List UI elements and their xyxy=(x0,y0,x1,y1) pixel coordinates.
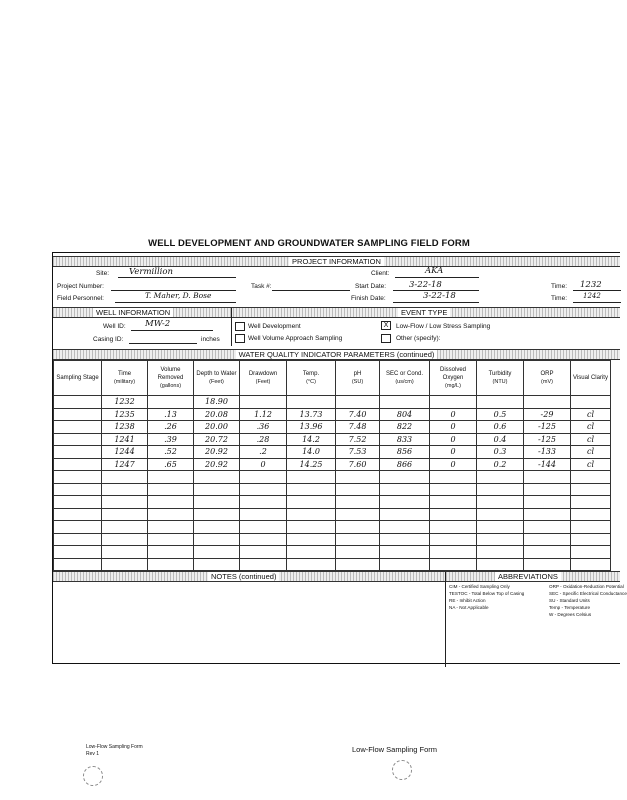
event-type-heading: EVENT TYPE xyxy=(398,308,450,317)
table-cell[interactable] xyxy=(430,471,477,484)
column-header-unit: (Feet) xyxy=(209,379,224,385)
table-cell[interactable] xyxy=(194,558,240,571)
table-cell[interactable] xyxy=(380,508,430,521)
table-cell[interactable] xyxy=(194,496,240,509)
column-header-name: Time xyxy=(117,371,132,377)
table-cell[interactable] xyxy=(477,396,524,409)
table-row xyxy=(54,458,611,471)
table-cell[interactable]: cl xyxy=(571,433,611,446)
column-header-unit: (SU) xyxy=(351,379,364,385)
table-cell[interactable] xyxy=(194,508,240,521)
water-quality-heading: WATER QUALITY INDICATOR PARAMETERS (continued) xyxy=(236,350,438,359)
table-cell[interactable] xyxy=(102,521,148,534)
well-event-bar xyxy=(53,307,620,318)
table-cell[interactable]: 1241 xyxy=(102,433,148,446)
table-cell[interactable] xyxy=(148,471,194,484)
column-header-name: Sampling Stage xyxy=(56,375,99,381)
table-cell[interactable] xyxy=(54,408,102,421)
table-cell[interactable]: 14.0 xyxy=(287,446,336,459)
column-header-name: Drawdown xyxy=(248,371,278,377)
table-row xyxy=(54,533,611,546)
column-header-unit: (°C) xyxy=(306,379,316,385)
table-cell[interactable] xyxy=(336,508,380,521)
table-cell[interactable]: 7.48 xyxy=(336,421,380,434)
abbrev-left-2: RE - Inhibit Action xyxy=(449,598,486,603)
table-cell[interactable] xyxy=(194,546,240,559)
table-cell[interactable]: 14.25 xyxy=(287,458,336,471)
column-header-name: pH xyxy=(353,371,362,377)
table-row xyxy=(54,483,611,496)
finish-time-label: Time: xyxy=(551,295,568,302)
well-id-line xyxy=(131,330,213,331)
table-cell[interactable]: 833 xyxy=(380,433,430,446)
start-date-value[interactable]: 3-22-18 xyxy=(409,280,442,290)
column-header-unit: (gallons) xyxy=(159,383,182,389)
table-cell[interactable]: .26 xyxy=(148,421,194,434)
task-line xyxy=(272,290,350,291)
table-cell[interactable] xyxy=(336,533,380,546)
column-header xyxy=(336,361,380,396)
table-cell[interactable]: 1232 xyxy=(102,396,148,409)
project-info-bar xyxy=(53,256,620,267)
abbrev-left-0: CIM - Certified Sampling Only xyxy=(449,584,510,589)
notes-abbrev-bar xyxy=(53,571,620,582)
client-value[interactable]: AKA xyxy=(425,266,444,276)
table-cell[interactable] xyxy=(571,546,611,559)
abbrev-left-1: TESTOC - Total Below Top of Casing xyxy=(449,591,525,596)
table-cell[interactable] xyxy=(148,508,194,521)
table-cell[interactable] xyxy=(54,471,102,484)
site-value[interactable]: Vermillion xyxy=(129,267,173,277)
table-cell[interactable]: 822 xyxy=(380,421,430,434)
table-cell[interactable] xyxy=(477,483,524,496)
water-quality-bar xyxy=(53,349,620,360)
abbrev-right-4: W - Degrees Celsius xyxy=(549,612,592,617)
table-cell[interactable] xyxy=(240,483,287,496)
table-cell[interactable] xyxy=(54,446,102,459)
footer-center: Low-Flow Sampling Form xyxy=(352,745,438,754)
table-cell[interactable] xyxy=(477,533,524,546)
project-number-label: Project Number: xyxy=(57,283,104,290)
table-cell[interactable] xyxy=(524,483,571,496)
table-cell[interactable] xyxy=(336,521,380,534)
footer-left-line1: Low-Flow Sampling Form xyxy=(86,744,143,750)
well-event-divider xyxy=(231,308,232,346)
abbrev-right-1: SEC - Specific Electrical Conductance xyxy=(549,591,627,596)
table-cell[interactable]: 20.08 xyxy=(194,408,240,421)
table-cell[interactable] xyxy=(571,496,611,509)
table-cell[interactable] xyxy=(54,496,102,509)
column-header-unit: (Feet) xyxy=(255,379,271,385)
column-header xyxy=(524,361,571,396)
table-cell[interactable]: cl xyxy=(571,421,611,434)
table-cell[interactable]: 0.5 xyxy=(477,408,524,421)
table-cell[interactable]: 866 xyxy=(380,458,430,471)
table-row xyxy=(54,508,611,521)
table-row xyxy=(54,496,611,509)
table-cell[interactable] xyxy=(380,521,430,534)
table-cell[interactable] xyxy=(194,483,240,496)
table-cell[interactable] xyxy=(524,396,571,409)
table-cell[interactable] xyxy=(240,558,287,571)
column-header xyxy=(54,361,102,396)
table-cell[interactable] xyxy=(524,508,571,521)
table-cell[interactable] xyxy=(240,533,287,546)
table-cell[interactable] xyxy=(524,496,571,509)
table-cell[interactable] xyxy=(54,508,102,521)
table-cell[interactable]: 13.96 xyxy=(287,421,336,434)
table-cell[interactable]: .36 xyxy=(240,421,287,434)
table-cell[interactable] xyxy=(524,546,571,559)
table-cell[interactable]: 0 xyxy=(430,421,477,434)
table-cell[interactable] xyxy=(477,508,524,521)
table-row xyxy=(54,546,611,559)
casing-units: inches xyxy=(201,336,220,343)
table-cell[interactable]: 0 xyxy=(430,433,477,446)
table-cell[interactable] xyxy=(240,396,287,409)
abbreviations-heading: ABBREVIATIONS xyxy=(495,572,561,581)
table-cell[interactable] xyxy=(287,546,336,559)
well-volume-label: Well Volume Approach Sampling xyxy=(248,335,343,342)
other-label: Other (specify): xyxy=(396,335,441,342)
table-cell[interactable] xyxy=(240,471,287,484)
finish-time-line xyxy=(573,302,621,303)
table-header-row xyxy=(54,361,611,396)
table-cell[interactable] xyxy=(102,533,148,546)
table-cell[interactable] xyxy=(287,471,336,484)
table-cell[interactable] xyxy=(102,508,148,521)
table-cell[interactable] xyxy=(148,396,194,409)
table-cell[interactable] xyxy=(477,521,524,534)
column-header-name: Temp. xyxy=(302,371,320,377)
table-cell[interactable]: 0 xyxy=(430,458,477,471)
table-cell[interactable]: 7.53 xyxy=(336,446,380,459)
table-cell[interactable] xyxy=(54,433,102,446)
table-cell[interactable]: 1247 xyxy=(102,458,148,471)
table-cell[interactable] xyxy=(240,521,287,534)
client-line xyxy=(395,277,479,278)
table-cell[interactable]: cl xyxy=(571,446,611,459)
table-cell[interactable]: -125 xyxy=(524,421,571,434)
time-label: Time: xyxy=(551,283,568,290)
table-cell[interactable]: -133 xyxy=(524,446,571,459)
well-volume-checkbox[interactable] xyxy=(235,334,245,343)
table-cell[interactable] xyxy=(240,496,287,509)
table-cell[interactable] xyxy=(524,471,571,484)
table-cell[interactable] xyxy=(102,558,148,571)
table-cell[interactable]: 13.73 xyxy=(287,408,336,421)
abbrev-right-3: Temp - Temperature xyxy=(549,605,591,610)
table-cell[interactable] xyxy=(380,533,430,546)
table-cell[interactable] xyxy=(287,508,336,521)
column-header xyxy=(102,361,148,396)
table-cell[interactable] xyxy=(524,533,571,546)
table-cell[interactable]: .2 xyxy=(240,446,287,459)
table-row xyxy=(54,396,611,409)
table-cell[interactable] xyxy=(102,546,148,559)
column-header-name: ORP xyxy=(540,371,554,377)
table-cell[interactable]: 856 xyxy=(380,446,430,459)
table-row xyxy=(54,408,611,421)
table-cell[interactable] xyxy=(102,483,148,496)
punch-hole-left xyxy=(83,766,103,786)
table-cell[interactable]: 0 xyxy=(430,408,477,421)
table-cell[interactable]: 1.12 xyxy=(240,408,287,421)
abbrev-right-2: SU - Standard Units xyxy=(549,598,590,603)
table-cell[interactable]: 0.3 xyxy=(477,446,524,459)
column-header-unit: (us/cm) xyxy=(395,379,414,385)
table-cell[interactable] xyxy=(430,496,477,509)
time-line xyxy=(573,290,621,291)
table-cell[interactable] xyxy=(571,558,611,571)
table-cell[interactable] xyxy=(477,496,524,509)
column-header xyxy=(571,361,611,396)
table-cell[interactable] xyxy=(477,558,524,571)
low-flow-label: Low-Flow / Low Stress Sampling xyxy=(396,323,491,330)
table-cell[interactable]: 1238 xyxy=(102,421,148,434)
site-label: Site: xyxy=(96,270,110,277)
column-header-name: SEC or Cond. xyxy=(385,371,424,377)
table-cell[interactable] xyxy=(54,546,102,559)
table-cell[interactable] xyxy=(571,521,611,534)
field-form xyxy=(52,252,627,664)
table-cell[interactable]: 20.92 xyxy=(194,458,240,471)
table-cell[interactable] xyxy=(571,508,611,521)
table-cell[interactable]: 20.72 xyxy=(194,433,240,446)
table-row xyxy=(54,471,611,484)
table-cell[interactable] xyxy=(380,396,430,409)
table-cell[interactable]: 18.90 xyxy=(194,396,240,409)
table-cell[interactable] xyxy=(148,521,194,534)
table-cell[interactable] xyxy=(380,471,430,484)
column-header xyxy=(380,361,430,396)
table-cell[interactable] xyxy=(148,558,194,571)
table-cell[interactable]: .39 xyxy=(148,433,194,446)
field-personnel-value[interactable]: T. Maher, D. Bose xyxy=(145,291,212,300)
table-cell[interactable]: -144 xyxy=(524,458,571,471)
table-cell[interactable]: 7.52 xyxy=(336,433,380,446)
table-cell[interactable]: 1244 xyxy=(102,446,148,459)
column-header-name: Dissolved Oxygen xyxy=(439,367,466,381)
punch-hole-center xyxy=(392,760,412,780)
project-info-heading: PROJECT INFORMATION xyxy=(289,257,384,266)
table-cell[interactable] xyxy=(336,558,380,571)
table-cell[interactable]: 0.6 xyxy=(477,421,524,434)
table-cell[interactable]: .28 xyxy=(240,433,287,446)
table-cell[interactable] xyxy=(102,496,148,509)
column-header-unit: (NTU) xyxy=(492,379,508,385)
table-cell[interactable]: .52 xyxy=(148,446,194,459)
start-date-label: Start Date: xyxy=(355,283,387,290)
column-header-unit: (mV) xyxy=(541,379,553,385)
table-cell[interactable]: 20.00 xyxy=(194,421,240,434)
table-cell[interactable]: -125 xyxy=(524,433,571,446)
table-cell[interactable]: 0 xyxy=(240,458,287,471)
column-header xyxy=(430,361,477,396)
table-cell[interactable] xyxy=(54,396,102,409)
table-cell[interactable] xyxy=(380,546,430,559)
table-cell[interactable] xyxy=(430,521,477,534)
column-header xyxy=(477,361,524,396)
table-cell[interactable] xyxy=(54,558,102,571)
table-cell[interactable]: 7.40 xyxy=(336,408,380,421)
task-label: Task #: xyxy=(251,283,272,290)
table-cell[interactable] xyxy=(477,471,524,484)
table-cell[interactable] xyxy=(524,521,571,534)
table-row xyxy=(54,446,611,459)
table-cell[interactable] xyxy=(194,533,240,546)
column-header xyxy=(287,361,336,396)
notes-heading: NOTES (continued) xyxy=(208,572,279,581)
table-cell[interactable]: 0 xyxy=(430,446,477,459)
table-cell[interactable] xyxy=(54,458,102,471)
table-cell[interactable] xyxy=(336,496,380,509)
form-title: WELL DEVELOPMENT AND GROUNDWATER SAMPLING FIELD FORM xyxy=(148,238,470,249)
table-cell[interactable]: 1235 xyxy=(102,408,148,421)
table-cell[interactable] xyxy=(430,508,477,521)
table-cell[interactable] xyxy=(380,558,430,571)
water-quality-table xyxy=(53,360,611,571)
table-cell[interactable] xyxy=(240,508,287,521)
table-cell[interactable] xyxy=(54,521,102,534)
other-checkbox[interactable] xyxy=(381,334,391,343)
notes-area[interactable] xyxy=(53,583,445,661)
table-cell[interactable] xyxy=(380,483,430,496)
table-cell[interactable] xyxy=(287,558,336,571)
table-cell[interactable] xyxy=(380,496,430,509)
table-cell[interactable]: 7.60 xyxy=(336,458,380,471)
casing-id-line xyxy=(129,343,197,344)
table-cell[interactable]: 804 xyxy=(380,408,430,421)
table-cell[interactable] xyxy=(287,533,336,546)
table-cell[interactable]: 0.4 xyxy=(477,433,524,446)
table-row xyxy=(54,558,611,571)
table-cell[interactable] xyxy=(102,471,148,484)
table-cell[interactable] xyxy=(54,421,102,434)
finish-date-label: Finish Date: xyxy=(351,295,386,302)
table-cell[interactable]: 0.2 xyxy=(477,458,524,471)
field-personnel-line xyxy=(115,302,236,303)
field-personnel-label: Field Personnel: xyxy=(57,295,104,302)
table-cell[interactable] xyxy=(524,558,571,571)
column-header xyxy=(148,361,194,396)
column-header-name: Depth to Water xyxy=(196,371,237,377)
notes-divider xyxy=(445,572,446,667)
table-cell[interactable] xyxy=(148,496,194,509)
table-cell[interactable] xyxy=(287,496,336,509)
table-cell[interactable] xyxy=(148,533,194,546)
table-cell[interactable] xyxy=(571,533,611,546)
table-cell[interactable] xyxy=(430,396,477,409)
table-cell[interactable] xyxy=(430,483,477,496)
table-cell[interactable] xyxy=(287,483,336,496)
column-header-name: Volume Removed xyxy=(157,367,184,381)
table-cell[interactable] xyxy=(336,546,380,559)
column-header-unit: (mg/L) xyxy=(445,383,461,389)
finish-date-value[interactable]: 3-22-18 xyxy=(423,291,456,301)
table-cell[interactable]: cl xyxy=(571,458,611,471)
table-row xyxy=(54,433,611,446)
column-header-name: Visual Clarity xyxy=(573,375,608,381)
abbrev-left-3: NA - Not Applicable xyxy=(449,605,489,610)
table-cell[interactable] xyxy=(571,483,611,496)
table-cell[interactable] xyxy=(287,521,336,534)
table-cell[interactable] xyxy=(430,546,477,559)
table-cell[interactable] xyxy=(477,546,524,559)
client-label: Client: xyxy=(371,270,390,277)
well-id-label: Well ID: xyxy=(103,323,126,330)
table-row xyxy=(54,421,611,434)
casing-id-label: Casing ID: xyxy=(93,336,124,343)
table-cell[interactable] xyxy=(194,471,240,484)
table-cell[interactable] xyxy=(148,483,194,496)
table-cell[interactable] xyxy=(336,471,380,484)
table-cell[interactable]: cl xyxy=(571,408,611,421)
table-cell[interactable] xyxy=(194,521,240,534)
footer-left-line2: Rev 1 xyxy=(86,751,100,757)
abbreviations-left xyxy=(449,583,549,633)
table-row xyxy=(54,521,611,534)
abbreviations-right xyxy=(549,583,627,633)
time-value[interactable]: 1232 xyxy=(580,280,602,290)
finish-date-line xyxy=(393,302,479,303)
column-header-name: Turbidity xyxy=(488,371,512,377)
finish-time-value[interactable]: 1242 xyxy=(583,292,601,300)
site-line xyxy=(118,277,236,278)
table-cell[interactable] xyxy=(430,558,477,571)
table-cell[interactable] xyxy=(54,533,102,546)
table-cell[interactable]: -29 xyxy=(524,408,571,421)
well-info-heading: WELL INFORMATION xyxy=(93,308,173,317)
table-cell[interactable] xyxy=(336,396,380,409)
table-cell[interactable] xyxy=(571,396,611,409)
table-cell[interactable]: 20.92 xyxy=(194,446,240,459)
well-development-checkbox[interactable] xyxy=(235,322,245,331)
column-header xyxy=(194,361,240,396)
table-cell[interactable]: .13 xyxy=(148,408,194,421)
table-cell[interactable] xyxy=(336,483,380,496)
table-cell[interactable] xyxy=(54,483,102,496)
table-cell[interactable] xyxy=(571,471,611,484)
abbrev-right-0: ORP - Oxidation-Reduction Potential xyxy=(549,584,624,589)
table-cell[interactable]: 14.2 xyxy=(287,433,336,446)
well-development-label: Well Development xyxy=(248,323,301,330)
well-id-value[interactable]: MW-2 xyxy=(145,319,171,329)
column-header-unit: (military) xyxy=(113,379,136,385)
table-cell[interactable] xyxy=(148,546,194,559)
column-header xyxy=(240,361,287,396)
table-cell[interactable]: .65 xyxy=(148,458,194,471)
low-flow-checkbox[interactable]: X xyxy=(381,321,391,330)
table-cell[interactable] xyxy=(287,396,336,409)
table-cell[interactable] xyxy=(430,533,477,546)
table-cell[interactable] xyxy=(240,546,287,559)
